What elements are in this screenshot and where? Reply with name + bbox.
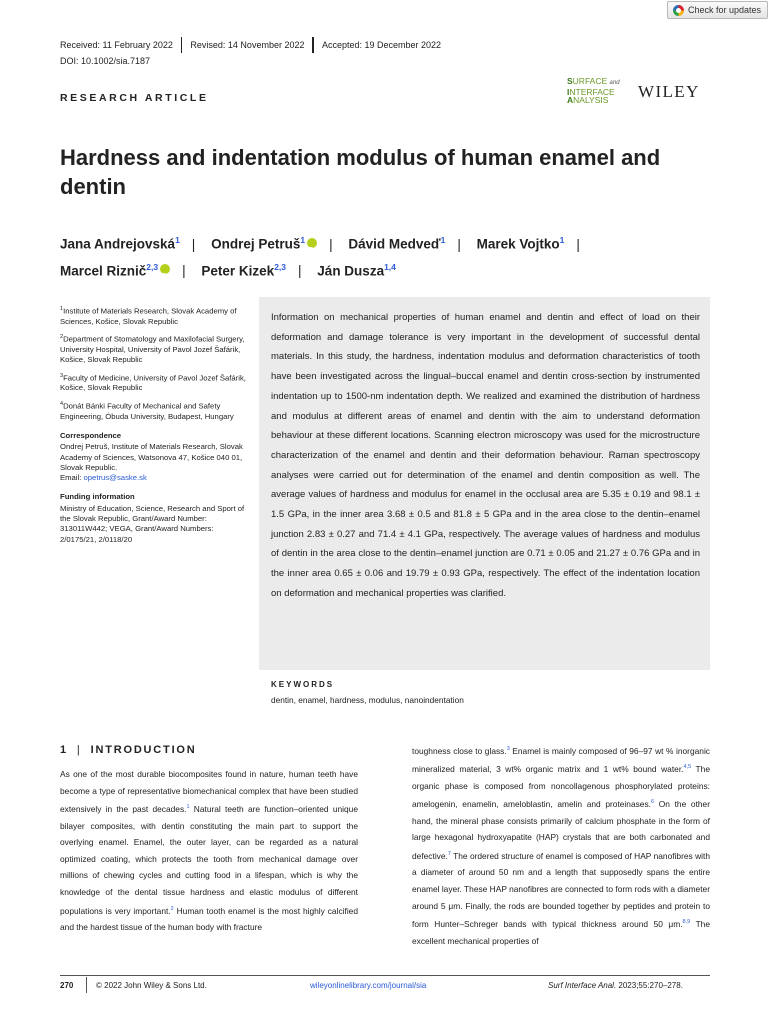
section-label: RESEARCH ARTICLE <box>60 92 209 104</box>
affiliations-sidebar <box>60 304 250 550</box>
divider <box>312 37 314 53</box>
article-title: Hardness and indentation modulus of human enamel and dentin <box>60 145 661 199</box>
keywords-text: dentin, enamel, hardness, modulus, nanoindentation <box>271 695 464 705</box>
keywords-heading: KEYWORDS <box>271 680 335 689</box>
author-affiliation-ref[interactable]: 1 <box>175 235 180 245</box>
journal-logo: SURFACE and INTERFACE ANALYSIS <box>567 76 620 105</box>
affiliation: $^3$Faculty of Medicine, University of Pavol Jozef Šafárik, Košice, Slovak Republic <box>60 372 246 393</box>
author-name[interactable]: Ondrej Petruš <box>211 236 301 252</box>
author-affiliation-ref[interactable]: 2,3 <box>146 261 159 272</box>
affiliation: $^2$Department of Stomatology and Maxilofacial Surgery, University Hospital, University of Pavol Jozef Šafárik, Košice, Slovak Republic <box>60 334 245 365</box>
author-name[interactable]: Marek Vojtko <box>476 236 560 252</box>
check-for-updates-button[interactable] <box>667 1 768 19</box>
author-name[interactable]: Dávid Medveď <box>348 236 441 252</box>
divider <box>86 977 87 993</box>
author-affiliation-ref[interactable]: 1 <box>440 235 446 245</box>
author-name[interactable]: Peter Kizek <box>201 263 275 278</box>
citation-ref[interactable]: 8,9 <box>682 919 691 926</box>
body-text-right: toughness close to glass.$^3$ Enamel is mainly composed of 96–97 wt % inorganic mineralized material, 3 wt% organic matrix and 1 wt% bound water.$^{4,5}$ The organic phase is composed from noncollagenous phosphorylated proteins: amelogenin, enamelin, ameloblastin, amelin and proteinases.$^6$ On the other hand, the mineral phase consists primarily of calcium phosphate in the form of large hexagonal hydroxyapatite (HAP) crystals that are both carbonated and defective.$^7$ The ordered structure of enamel is composed of HAP nanofibres with a diameter of around 50 nm and a length that supposedly spans the entire enamel layer. These HAP nanofibres are connected to form rods with a diameter around 5 μm. Finally, the rods are bounded together by peptides and protein to form Hunter–Schreger bands with typical thickness around 50 μm.$^{8,9}$ The excellent mechanical properties of <box>412 745 710 946</box>
check-for-updates-label: Check for updates <box>688 5 762 15</box>
orcid-icon[interactable] <box>160 264 170 274</box>
citation-ref[interactable]: 4,5 <box>683 764 692 771</box>
citation-ref[interactable]: 6 <box>650 799 655 806</box>
author-name[interactable]: Ján Dusza <box>317 263 385 278</box>
journal-citation: Surf Interface Anal. 2023;55:270–278. <box>548 981 683 990</box>
citation-ref[interactable]: 7 <box>447 850 451 857</box>
email-link[interactable]: opetrus@saske.sk <box>83 473 147 483</box>
page-number: 270 <box>60 981 74 990</box>
citation-ref[interactable]: 3 <box>506 746 510 752</box>
divider <box>181 37 183 53</box>
author-affiliation-ref[interactable]: 1 <box>559 235 565 245</box>
accepted-date: Accepted: 19 December 2022 <box>321 40 442 50</box>
affiliation: $^4$Donát Bánki Faculty of Mechanical and Safety Engineering, Óbuda University, Budapest, Hungary <box>60 400 234 421</box>
citation-ref[interactable]: 2 <box>170 905 174 912</box>
author-affiliation-ref[interactable]: 1 <box>300 235 306 245</box>
author-name[interactable]: Jana Andrejovská <box>60 236 176 252</box>
author-affiliation-ref[interactable]: 2,3 <box>274 261 287 272</box>
journal-url-link[interactable]: wileyonlinelibrary.com/journal/sia <box>310 981 427 990</box>
funding-text: Ministry of Education, Science, Research and Sport of the Slovak Republic, Grant/Award Number: 313011W442; VEGA, Grant/Award Numbers: 2/0175/21, 2/0118/20 <box>60 503 245 544</box>
author-list: Jana Andrejovská$^1$ | Ondrej Petruš$^1$iD | Dávid Medveď$^1$ | Marek Vojtko$^1$ | Marcel Riznič$^{2,3}$iD | Peter Kizek$^{2,3}$ | Ján Dusza$^{1,4}$ <box>60 229 720 282</box>
author-affiliation-ref[interactable]: 1,4 <box>384 261 396 272</box>
correspondence-heading: Correspondence <box>60 430 122 440</box>
copyright: © 2022 John Wiley & Sons Ltd. <box>96 981 207 990</box>
section-heading: 1 | INTRODUCTION <box>60 744 197 756</box>
footer-rule <box>60 975 710 976</box>
doi: DOI: 10.1002/sia.7187 <box>60 56 151 66</box>
citation-ref[interactable]: 1 <box>186 804 190 811</box>
correspondence-text: Ondrej Petruš, Institute of Materials Research, Slovak Academy of Sciences, Watsonova 47, Košice 040 01, Slovak Republic. Email: opetrus@saske.sk <box>60 442 243 483</box>
crossmark-icon <box>673 5 684 16</box>
article-dates <box>60 37 441 53</box>
affiliation: $^1$Institute of Materials Research, Slovak Academy of Sciences, Košice, Slovak Republic <box>60 306 237 326</box>
orcid-icon[interactable] <box>307 238 317 248</box>
body-text-left: As one of the most durable biocomposites found in nature, human teeth have become a type of representative biomechanical complex that have been studied extensively in the past decades.$^1$ Natural teeth are function–oriented unique bilayer composites, with dentin constituting the main part to support the overlying enamel. Enamel, the outer layer, can be regarded as a natural optimized coating, which protects the tooth from mechanical damage over millions of chewing cycles and cutting food in a lifespan, which is why the knowledge of the dental tissue hardness and elastic modulus of different populations is very important.$^2$ Human tooth enamel is the most highly calcified and the hardest tissue of the human body with fracture <box>60 769 358 932</box>
publisher-logo: WILEY <box>638 82 700 101</box>
received-date: Received: 11 February 2022 <box>60 40 173 50</box>
funding-heading: Funding information <box>60 492 135 502</box>
abstract-text: Information on mechanical properties of human enamel and dentin and effect of load on their deformation and damage tolerance is very important in the development of successful dental materials. In this study, the hardness, indentation modulus and deformation characteristics of tooth have been investigated across the lingual–buccal enamel and dentin cross-section by instrumented indentation up to 1500-nm indentation depth. We realized and examined the distribution of hardness and modulus at different areas of enamel and dentin with the aim to understand deformation behaviour at these different locations. Scanning electron microscopy was used for the microstructure characterization of the enamel and dentin and their deformation behaviour. Raman spectroscopy analyses were carried out for determination of the enamel and dentin composition as well. The average values of hardness and modulus for enamel in the occlusal area are 5.35 ± 0.19 and 98.1 ± 1.5 GPa, in the inner area 3.68 ± 0.5 and 81.8 ± 5 GPa and in the area close to the dentin–enamel junction 2.83 ± 0.27 and 71.4 ± 4.1 GPa, respectively. The average values of hardness and modulus of dentin in the area close to the dentin–enamel junction are 0.71 ± 0.05 and 21.27 ± 0.76 GPa and in the inner area 0.65 ± 0.06 and 19.79 ± 0.93 GPa, respectively. The effect of the indentation location on deformation and mechanical properties was clarified. <box>271 312 700 599</box>
revised-date: Revised: 14 November 2022 <box>190 40 305 50</box>
author-name[interactable]: Marcel Riznič <box>60 263 147 278</box>
